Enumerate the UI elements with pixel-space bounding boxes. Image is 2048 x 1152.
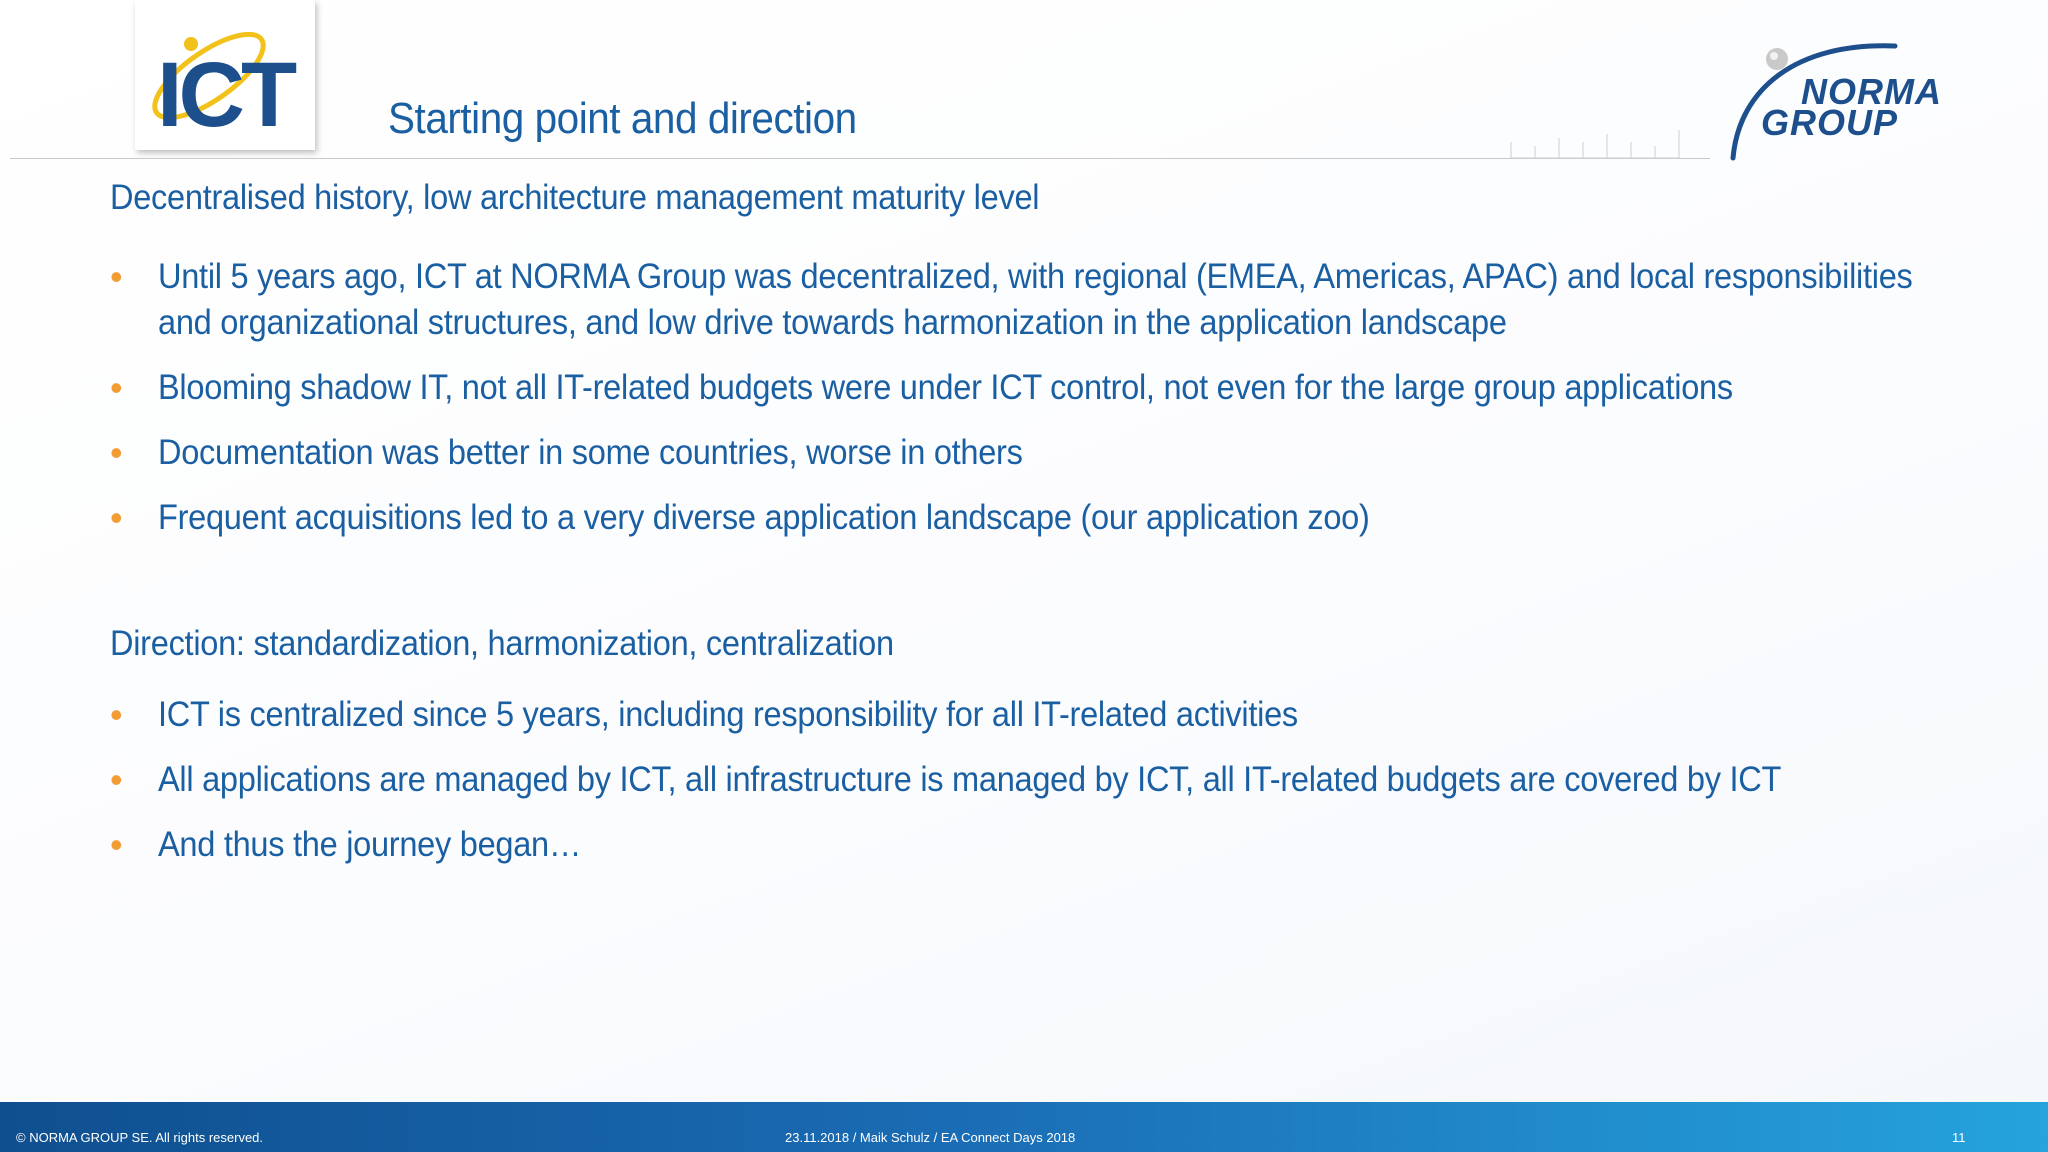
list-item — [110, 822, 2048, 868]
section-heading: Direction: standardization, harmonization, centralization — [110, 624, 894, 663]
bullet-dot-icon: • — [110, 432, 123, 473]
footer-bar — [0, 1102, 2048, 1152]
list-item — [110, 692, 2048, 738]
bullet-dot-icon: • — [110, 759, 123, 800]
footer-info: 23.11.2018 / Maik Schulz / EA Connect Days 2018 — [785, 1130, 1076, 1145]
list-item-text: And thus the journey began… — [158, 825, 582, 864]
norma-logo-line1: NORMA — [1801, 71, 1942, 112]
list-item-text: Blooming shadow IT, not all IT-related budgets were under ICT control, not even for the large group applications — [158, 368, 1733, 407]
page-title: Starting point and direction — [388, 94, 857, 143]
list-item — [110, 254, 2048, 346]
norma-group-logo — [1725, 30, 1975, 162]
list-item-text: Until 5 years ago, ICT at NORMA Group was decentralized, with regional (EMEA, Americas, APAC) and local responsibilities and organizational structures, and low drive towards harmonization in the application landscape — [158, 257, 1913, 342]
ict-logo — [135, 0, 315, 150]
bullet-dot-icon: • — [110, 497, 123, 538]
ruler-ticks-decoration — [1505, 128, 1685, 160]
footer-copyright: © NORMA GROUP SE. All rights reserved. — [16, 1130, 264, 1145]
list-item — [110, 757, 2048, 803]
bullet-dot-icon: • — [110, 367, 123, 408]
list-item-text: Frequent acquisitions led to a very diverse application landscape (our application zoo) — [158, 498, 1370, 537]
norma-logo-line2: GROUP — [1761, 102, 1899, 143]
bullet-dot-icon: • — [110, 694, 123, 735]
list-item-text: Documentation was better in some countries, worse in others — [158, 433, 1023, 472]
list-item — [110, 495, 2048, 541]
list-item — [110, 430, 2048, 476]
bullet-list — [110, 254, 2048, 560]
bullet-list — [110, 692, 2048, 887]
page-number: 11 — [1952, 1130, 1966, 1145]
section-heading: Decentralised history, low architecture management maturity level — [110, 178, 1040, 217]
bullet-dot-icon: • — [110, 256, 123, 297]
bullet-dot-icon: • — [110, 824, 123, 865]
ict-logo-text: ICT — [157, 44, 294, 146]
list-item-text: All applications are managed by ICT, all infrastructure is managed by ICT, all IT-related budgets are covered by ICT — [158, 760, 1782, 799]
header-divider — [10, 158, 1710, 159]
list-item — [110, 365, 2048, 411]
list-item-text: ICT is centralized since 5 years, including responsibility for all IT-related activities — [158, 695, 1298, 734]
